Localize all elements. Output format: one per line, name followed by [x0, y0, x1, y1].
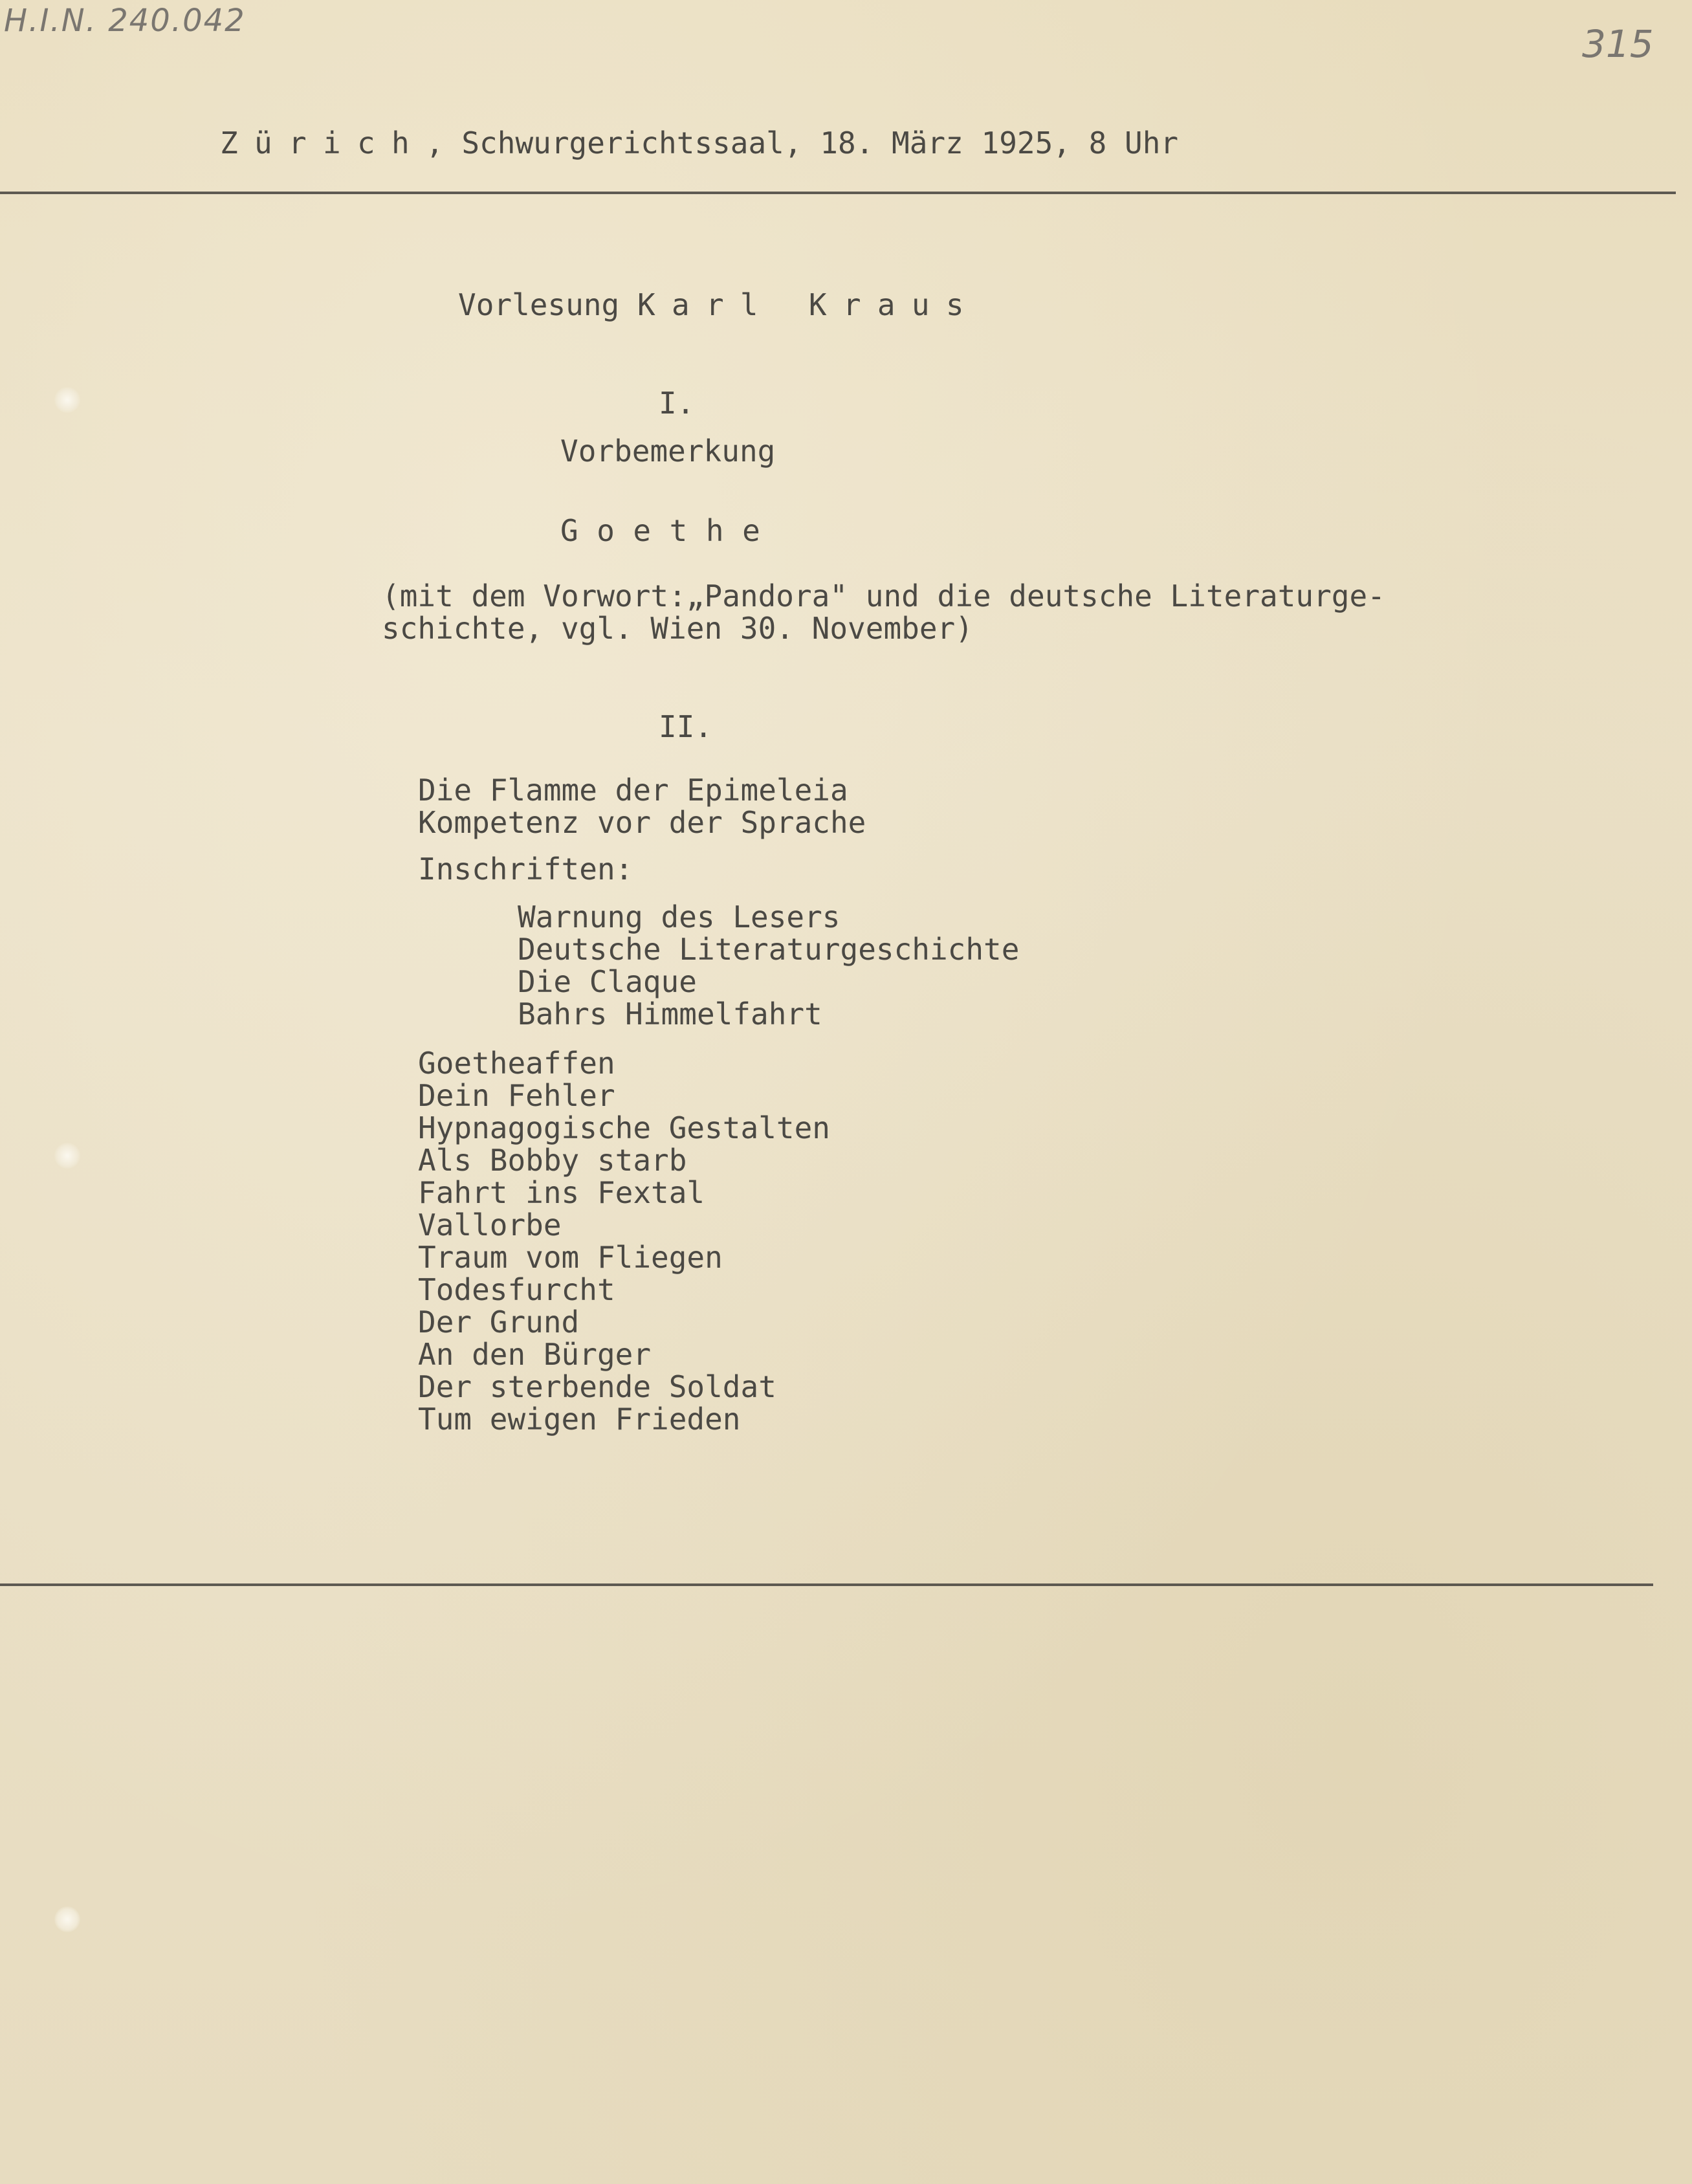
list-item: Todesfurcht	[418, 1272, 615, 1307]
archive-number: H.I.N. 240.042	[4, 3, 246, 39]
list-item: Dein Fehler	[418, 1078, 615, 1113]
list-item: Als Bobby starb	[418, 1143, 687, 1178]
list-item: Goetheaffen	[418, 1046, 615, 1081]
goethe-note-line-2: schichte, vgl. Wien 30. November)	[382, 611, 973, 646]
inschriften-list	[518, 901, 1019, 1030]
list-item: Warnung des Lesers	[518, 899, 841, 934]
program-item-vorbemerkung: Vorbemerkung	[560, 434, 776, 469]
punch-hole	[54, 387, 80, 413]
section-numeral-1: I.	[659, 386, 695, 421]
list-item: Traum vom Fliegen	[418, 1240, 723, 1275]
header-rule	[0, 192, 1676, 194]
author-name: Karl Kraus	[637, 287, 980, 322]
event-header	[220, 127, 1178, 159]
list-item: Der Grund	[418, 1305, 580, 1340]
list-item: Bahrs Himmelfahrt	[518, 997, 822, 1031]
goethe-note-line-1: (mit dem Vorwort:„Pandora" und die deutsche Literaturge-	[382, 579, 1385, 613]
section-numeral-2: II.	[659, 709, 713, 744]
list-item: An den Bürger	[418, 1337, 652, 1372]
event-venue-date: , Schwurgerichtssaal, 18. März 1925, 8 Uhr	[425, 126, 1179, 160]
list-item: Vallorbe	[418, 1208, 562, 1242]
event-city: Zürich	[220, 126, 426, 160]
list-item: Fahrt ins Fextal	[418, 1175, 705, 1210]
program-list-part-c	[418, 1047, 830, 1435]
list-item: Kompetenz vor der Sprache	[418, 805, 866, 840]
program-item-goethe: Goethe	[560, 513, 779, 548]
list-item: Hypnagogische Gestalten	[418, 1110, 830, 1145]
list-item: Die Flamme der Epimeleia	[418, 773, 848, 808]
program-list-part-a	[418, 774, 866, 839]
punch-hole	[54, 1906, 80, 1932]
reading-title	[458, 289, 980, 321]
list-item: Tum ewigen Frieden	[418, 1402, 741, 1437]
list-item: Die Claque	[518, 964, 697, 999]
list-item: Deutsche Literaturgeschichte	[518, 932, 1020, 967]
reading-title-prefix: Vorlesung	[458, 287, 620, 322]
list-item: Der sterbende Soldat	[418, 1369, 776, 1404]
footer-rule	[0, 1583, 1653, 1586]
inschriften-label: Inschriften:	[418, 852, 633, 887]
punch-hole	[54, 1143, 80, 1169]
page-number: 315	[1582, 22, 1654, 66]
